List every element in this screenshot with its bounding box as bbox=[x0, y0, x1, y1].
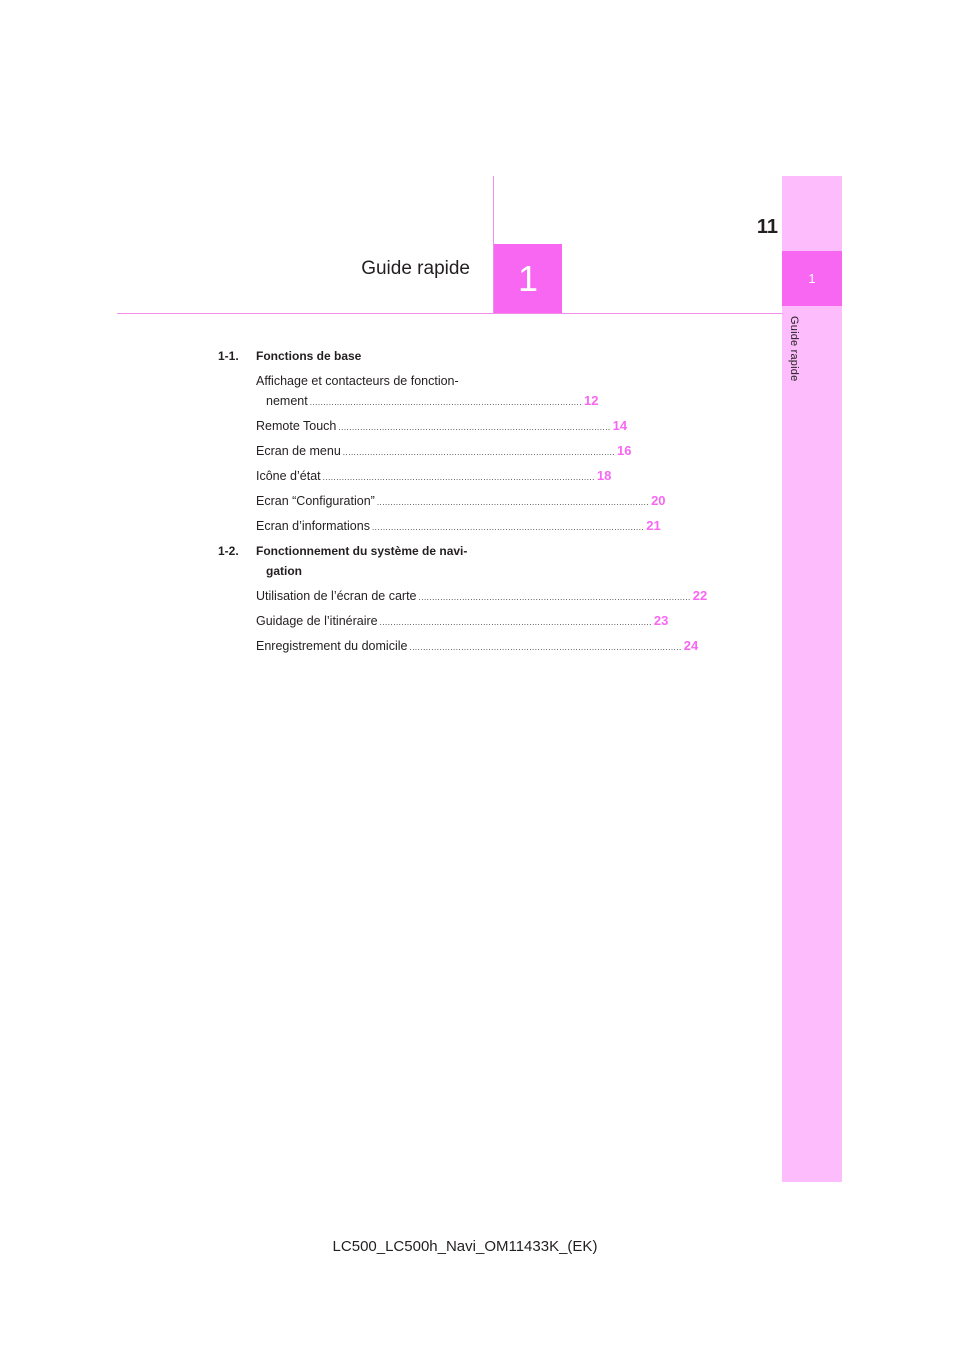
side-tab-number: 1 bbox=[782, 251, 842, 306]
leader-dots: .................................................................................................... bbox=[371, 523, 645, 532]
toc-section-1-2[interactable] bbox=[218, 541, 468, 581]
leader-dots: .................................................................................................... bbox=[418, 593, 691, 602]
table-of-contents bbox=[218, 346, 708, 661]
toc-item-page: 16 bbox=[617, 443, 632, 458]
toc-item[interactable] bbox=[256, 466, 612, 486]
toc-item-page: 12 bbox=[583, 393, 599, 408]
header-horizontal-rule bbox=[117, 313, 782, 314]
toc-item-label: Utilisation de l’écran de carte bbox=[256, 589, 417, 603]
toc-item-page: 18 bbox=[596, 468, 612, 483]
page-number: 11 bbox=[756, 216, 778, 238]
toc-section-number: 1-2. bbox=[218, 544, 239, 558]
toc-item-label: Ecran “Configuration” bbox=[256, 494, 375, 508]
toc-section-title: Fonctions de base bbox=[256, 349, 362, 363]
toc-item-page: 24 bbox=[683, 638, 699, 653]
toc-item-label-cont: nement bbox=[266, 394, 308, 408]
chapter-title: Guide rapide bbox=[361, 258, 470, 279]
toc-item-page: 21 bbox=[646, 518, 661, 533]
toc-section-number: 1-1. bbox=[218, 349, 239, 363]
toc-item-label: Ecran d’informations bbox=[256, 519, 370, 533]
toc-item-label: Enregistrement du domicile bbox=[256, 639, 408, 653]
toc-item-label: Affichage et contacteurs de fonction- bbox=[256, 374, 459, 388]
toc-item[interactable] bbox=[256, 611, 669, 631]
leader-dots: .................................................................................................... bbox=[376, 498, 650, 507]
toc-item-page: 23 bbox=[653, 613, 669, 628]
leader-dots: .................................................................................................... bbox=[322, 473, 595, 482]
toc-section-title: Fonctionnement du système de navi- bbox=[256, 544, 468, 558]
leader-dots: .................................................................................................... bbox=[342, 448, 616, 457]
leader-dots: .................................................................................................... bbox=[309, 398, 582, 407]
toc-item[interactable] bbox=[256, 636, 699, 656]
toc-item[interactable] bbox=[256, 371, 599, 411]
toc-item-label: Guidage de l’itinéraire bbox=[256, 614, 378, 628]
toc-item[interactable] bbox=[256, 416, 628, 436]
toc-item-page: 20 bbox=[651, 493, 666, 508]
document-footer: LC500_LC500h_Navi_OM11433K_(EK) bbox=[332, 1238, 598, 1255]
toc-section-1-1[interactable] bbox=[218, 346, 468, 366]
toc-item-page: 14 bbox=[612, 418, 628, 433]
chapter-number: 1 bbox=[494, 244, 562, 313]
toc-item[interactable] bbox=[256, 586, 708, 606]
toc-item-label: Remote Touch bbox=[256, 419, 337, 433]
toc-item[interactable] bbox=[256, 516, 661, 536]
toc-item[interactable] bbox=[256, 491, 666, 511]
toc-item-label: Ecran de menu bbox=[256, 444, 341, 458]
leader-dots: .................................................................................................... bbox=[338, 423, 611, 432]
toc-item-label: Icône d’état bbox=[256, 469, 321, 483]
leader-dots: .................................................................................................... bbox=[409, 643, 682, 652]
toc-item-page: 22 bbox=[692, 588, 708, 603]
side-tab-label: Guide rapide bbox=[788, 316, 800, 382]
toc-section-title-cont: gation bbox=[266, 564, 302, 578]
leader-dots: .................................................................................................... bbox=[379, 618, 652, 627]
toc-item[interactable] bbox=[256, 441, 632, 461]
